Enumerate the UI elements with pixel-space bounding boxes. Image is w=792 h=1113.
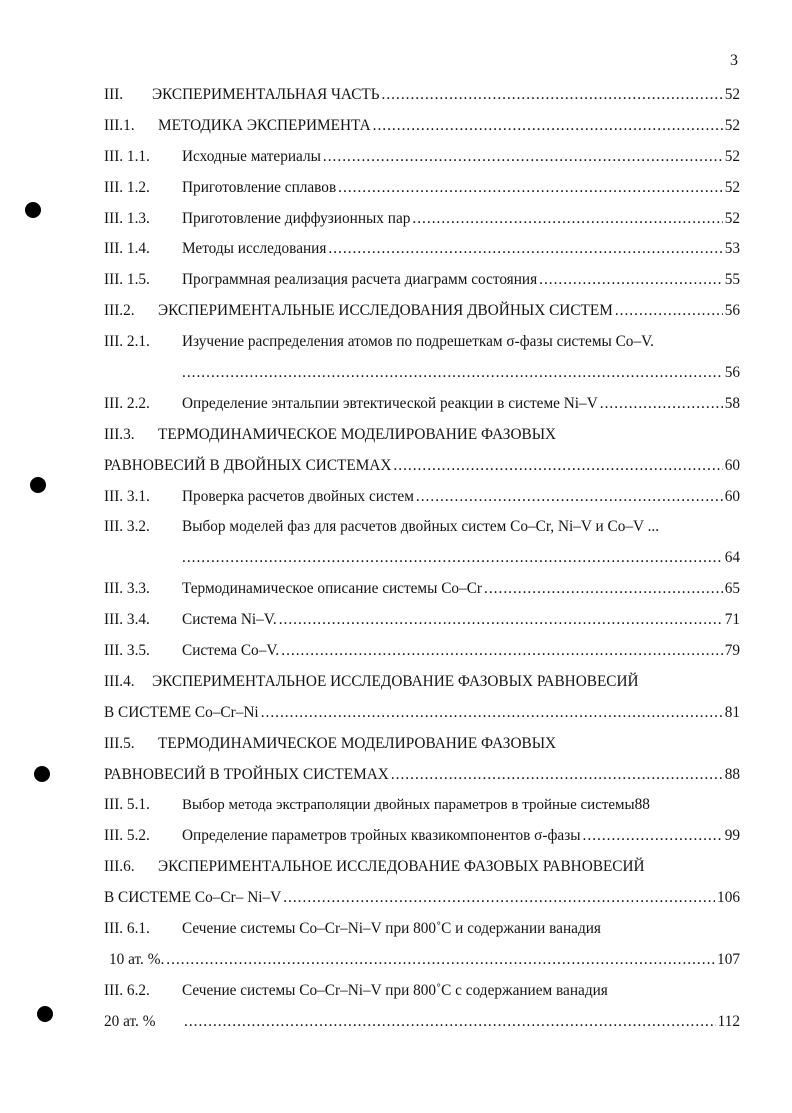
page-number: 3 bbox=[730, 52, 738, 69]
toc-leader bbox=[583, 821, 723, 852]
toc-entry bbox=[104, 173, 740, 204]
toc-title: Выбор моделей фаз для расчетов двойных систем Co–Cr, Ni–V и Co–V ... bbox=[182, 518, 660, 536]
binder-hole bbox=[37, 1006, 53, 1022]
toc-title: Исходные материалы bbox=[182, 147, 321, 165]
toc-entry bbox=[104, 142, 740, 173]
toc-title: Система Co–V. bbox=[182, 642, 280, 660]
toc-leader bbox=[323, 142, 723, 173]
toc-entry bbox=[104, 790, 740, 821]
toc-number: III. 3.5. bbox=[104, 642, 150, 660]
toc-entry-continuation bbox=[104, 760, 740, 791]
toc-title: Методы исследования bbox=[182, 240, 327, 258]
toc-page: 106 bbox=[717, 889, 740, 907]
toc-title: ЭКСПЕРИМЕНТАЛЬНАЯ ЧАСТЬ bbox=[152, 86, 380, 103]
toc-page: 99 bbox=[724, 827, 740, 845]
toc-entry bbox=[104, 389, 740, 420]
toc-number: III. 5.1. bbox=[104, 796, 150, 814]
toc-number: III. 3.2. bbox=[104, 518, 150, 536]
toc-leader bbox=[166, 945, 715, 976]
toc-number: III. 6.2. bbox=[104, 981, 150, 999]
toc-page: 112 bbox=[717, 1012, 740, 1030]
toc-number: III. 2.2. bbox=[104, 394, 150, 412]
toc-leader bbox=[279, 605, 723, 636]
toc-leader bbox=[184, 1007, 716, 1038]
toc-page: 81 bbox=[724, 703, 740, 721]
toc-entry-continuation bbox=[104, 451, 740, 482]
toc-number: III. 2.1. bbox=[104, 333, 150, 351]
toc-entry-continuation bbox=[104, 1007, 740, 1038]
toc-entry bbox=[104, 327, 740, 358]
table-of-contents bbox=[104, 80, 740, 1038]
toc-leader bbox=[283, 883, 715, 914]
toc-number: III.2. bbox=[104, 302, 135, 320]
toc-page: 52 bbox=[724, 116, 740, 134]
binder-hole bbox=[25, 202, 41, 218]
toc-title: Сечение системы Co–Cr–Ni–V при 800˚С и содержании ванадия bbox=[182, 920, 601, 938]
toc-page: 60 bbox=[724, 456, 740, 474]
binder-hole bbox=[34, 766, 50, 782]
toc-title: Выбор метода экстраполяции двойных параметров в тройные системы bbox=[182, 797, 635, 814]
toc-leader bbox=[338, 173, 723, 204]
toc-page: 52 bbox=[724, 86, 740, 103]
toc-entry bbox=[104, 204, 740, 235]
toc-entry bbox=[104, 605, 740, 636]
toc-title: В СИСТЕМЕ Co–Cr–Ni bbox=[104, 703, 259, 721]
toc-number: III.3. bbox=[104, 425, 135, 443]
toc-number: III. 3.3. bbox=[104, 580, 150, 598]
toc-page: 53 bbox=[724, 240, 740, 258]
toc-leader bbox=[391, 760, 723, 791]
toc-leader bbox=[182, 543, 723, 574]
toc-page: 56 bbox=[724, 302, 740, 320]
toc-entry bbox=[104, 420, 740, 451]
toc-number: III.4. bbox=[104, 672, 135, 690]
toc-page: 64 bbox=[724, 549, 740, 567]
toc-entry-continuation bbox=[104, 883, 740, 914]
toc-leader bbox=[600, 389, 723, 420]
toc-leader bbox=[615, 296, 723, 327]
toc-title: 20 ат. % bbox=[104, 1012, 156, 1030]
toc-title: Программная реализация расчета диаграмм состояния bbox=[182, 271, 538, 289]
toc-page: 107 bbox=[717, 950, 740, 968]
toc-leader bbox=[182, 358, 723, 389]
toc-page: 88 bbox=[724, 765, 740, 783]
toc-title: РАВНОВЕСИЙ В ТРОЙНЫХ СИСТЕМАХ bbox=[104, 765, 389, 783]
toc-page: 65 bbox=[724, 580, 740, 598]
toc-entry bbox=[104, 914, 740, 945]
toc-number: III. bbox=[104, 86, 124, 103]
toc-entry bbox=[104, 111, 740, 142]
toc-entry-continuation bbox=[104, 945, 740, 976]
toc-leader bbox=[261, 698, 723, 729]
toc-entry-continuation bbox=[104, 543, 740, 574]
toc-title: В СИСТЕМЕ Co–Cr– Ni–V bbox=[104, 889, 282, 907]
toc-title: ЭКСПЕРИМЕНТАЛЬНОЕ ИССЛЕДОВАНИЕ ФАЗОВЫХ РАВНОВЕСИЙ bbox=[158, 858, 645, 876]
toc-number: III. 1.5. bbox=[104, 271, 150, 289]
toc-number: III. 6.1. bbox=[104, 920, 150, 938]
toc-page: 60 bbox=[724, 487, 740, 505]
toc-page: 52 bbox=[724, 147, 740, 165]
toc-leader bbox=[412, 204, 722, 235]
toc-title: Сечение системы Co–Cr–Ni–V при 800˚С с содержанием ванадия bbox=[182, 981, 608, 999]
toc-title: ТЕРМОДИНАМИЧЕСКОЕ МОДЕЛИРОВАНИЕ ФАЗОВЫХ bbox=[158, 425, 557, 443]
toc-entry bbox=[104, 976, 740, 1007]
toc-entry bbox=[104, 482, 740, 513]
toc-leader bbox=[539, 265, 723, 296]
toc-entry bbox=[104, 512, 740, 543]
toc-title: ЭКСПЕРИМЕНТАЛЬНОЕ ИССЛЕДОВАНИЕ ФАЗОВЫХ РАВНОВЕСИЙ bbox=[152, 672, 639, 690]
toc-leader bbox=[382, 80, 723, 111]
toc-entry bbox=[104, 265, 740, 296]
toc-number: III.1. bbox=[104, 116, 135, 134]
toc-entry bbox=[104, 234, 740, 265]
toc-title: ЭКСПЕРИМЕНТАЛЬНЫЕ ИССЛЕДОВАНИЯ ДВОЙНЫХ СИСТЕМ bbox=[158, 302, 613, 320]
toc-number: III.5. bbox=[104, 734, 135, 752]
toc-number: III. 1.2. bbox=[104, 178, 150, 196]
toc-title: Термодинамическое описание системы Co–Cr bbox=[182, 580, 483, 598]
toc-leader bbox=[393, 451, 722, 482]
toc-entry bbox=[104, 667, 740, 698]
toc-entry-continuation bbox=[104, 698, 740, 729]
binder-hole bbox=[30, 477, 46, 493]
toc-entry bbox=[104, 296, 740, 327]
toc-number: III. 1.1. bbox=[104, 147, 150, 165]
toc-number: III. 5.2. bbox=[104, 827, 150, 845]
toc-page: 56 bbox=[724, 364, 740, 382]
toc-page: 79 bbox=[724, 642, 740, 660]
toc-page: 52 bbox=[724, 178, 740, 196]
toc-entry bbox=[104, 80, 740, 111]
toc-number: III. 1.3. bbox=[104, 209, 150, 227]
toc-title: Приготовление диффузионных пар bbox=[182, 209, 411, 227]
toc-entry bbox=[104, 852, 740, 883]
toc-page: 55 bbox=[724, 271, 740, 289]
toc-number: III. 3.1. bbox=[104, 487, 150, 505]
toc-title: Система Ni–V. bbox=[182, 611, 277, 629]
toc-leader bbox=[416, 482, 723, 513]
toc-title: МЕТОДИКА ЭКСПЕРИМЕНТА bbox=[158, 116, 371, 134]
toc-title: Определение энтальпии эвтектической реакции в системе Ni–V bbox=[182, 394, 598, 412]
toc-title: 10 ат. %. bbox=[109, 950, 165, 968]
toc-page: 88 bbox=[634, 796, 650, 814]
toc-title: Определение параметров тройных квазикомпонентов σ-фазы bbox=[182, 827, 581, 845]
toc-number: III.6. bbox=[104, 858, 135, 876]
toc-page: 52 bbox=[724, 209, 740, 227]
toc-number: III. 1.4. bbox=[104, 240, 150, 258]
toc-entry bbox=[104, 729, 740, 760]
toc-leader bbox=[373, 111, 723, 142]
toc-page: 58 bbox=[724, 394, 740, 412]
toc-leader bbox=[484, 574, 723, 605]
toc-title: Приготовление сплавов bbox=[182, 178, 337, 196]
toc-entry bbox=[104, 821, 740, 852]
toc-entry bbox=[104, 574, 740, 605]
toc-leader bbox=[281, 636, 722, 667]
toc-title: РАВНОВЕСИЙ В ДВОЙНЫХ СИСТЕМАХ bbox=[104, 456, 392, 474]
toc-title: Проверка расчетов двойных систем bbox=[182, 487, 414, 505]
toc-title: Изучение распределения атомов по подрешеткам σ-фазы системы Co–V. bbox=[182, 333, 654, 351]
toc-number: III. 3.4. bbox=[104, 611, 150, 629]
toc-entry bbox=[104, 636, 740, 667]
toc-leader bbox=[328, 234, 722, 265]
toc-page: 71 bbox=[724, 611, 740, 629]
toc-entry-continuation bbox=[104, 358, 740, 389]
toc-title: ТЕРМОДИНАМИЧЕСКОЕ МОДЕЛИРОВАНИЕ ФАЗОВЫХ bbox=[158, 734, 557, 752]
